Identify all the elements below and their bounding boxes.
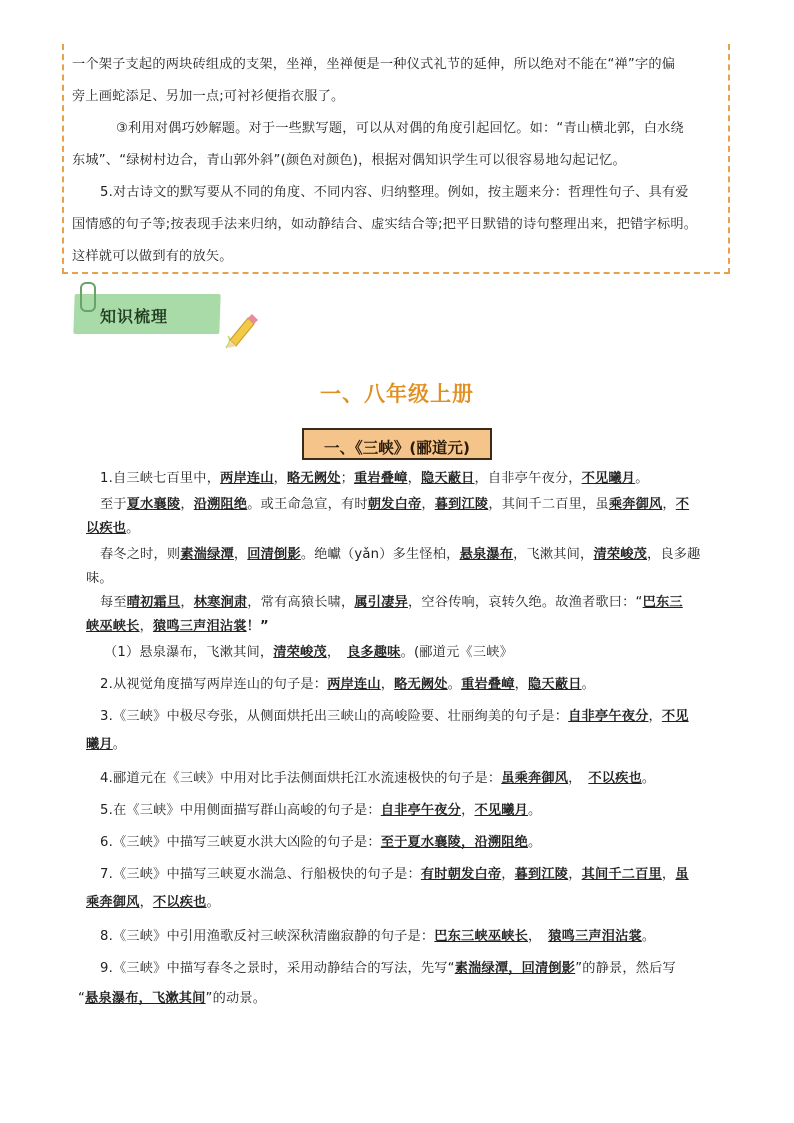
question-9 [100,960,676,978]
text-span: 夏水襄陵 [126,497,181,512]
text-span: 隐天蔽日 [528,677,582,692]
text-span: 4.郦道元在《三峡》中用对比手法侧面烘托江水流速极快的句子是： [100,771,502,786]
text-span: 不见曦月 [474,803,529,818]
text-span: 2.从视觉角度描写两岸连山的句子是： [100,677,328,692]
text-span: ； [340,471,354,486]
text-span: 林寒涧肃 [193,595,248,610]
tips-line-3: ③利用对偶巧妙解题。对于一些默写题，可以从对偶的角度引起回忆。如：“青山横北郭，白水绕 [116,121,684,136]
text-span: 不 [675,497,690,512]
text-span: ，空谷传响，哀转久绝。故渔者歌曰：“ [407,595,643,610]
passage-line-3 [86,520,140,538]
text-span: ， [273,471,288,486]
text-span: 。 [528,835,542,850]
text-span: 不以疾也 [152,895,207,910]
text-span: 两岸连山 [327,677,381,692]
text-span: 沿溯阻绝 [193,497,248,512]
lesson-title: 一、《三峡》(郦道元) [324,439,470,457]
text-span: 每至 [100,595,127,610]
text-span: 属引凄异 [354,595,408,610]
text-span: 。 [447,677,462,692]
paperclip-icon [80,282,96,312]
question-2 [100,676,595,694]
text-span: 至于夏水襄陵，沿溯阻绝 [380,835,528,850]
text-span: 曦月 [86,737,113,752]
passage-line-5: 味。 [86,571,113,586]
text-span: 。 [528,803,542,818]
text-span: ，良多趣 [647,547,701,562]
passage-line-6 [100,594,683,612]
text-span: 重岩叠嶂 [461,677,515,692]
passage-line-7 [86,618,269,636]
text-span: 不见曦月 [581,471,636,486]
question-9-cont [78,990,266,1008]
text-span: 。 [635,471,649,486]
text-span: ，常有高猿长啸， [247,595,355,610]
text-span: ， [461,803,475,818]
text-span: 清荣峻茂 [593,547,648,562]
text-span: 暮到江陵 [514,867,569,882]
passage-line-4 [100,546,701,564]
text-span: 重岩叠嶂 [354,471,408,486]
text-span: 。 [112,737,127,752]
text-span: ， [568,867,582,882]
text-span: 。 [641,929,656,944]
text-span: 猿鸣三声泪沾裳 [548,929,642,944]
text-span: ， [662,497,676,512]
text-span: 1.自三峡七百里中， [100,471,221,486]
tips-line-6: 国情感的句子等;按表现手法来归纳，如动静结合、虚实结合等;把平日默错的诗句整理出来，把错字标明。 [72,217,698,232]
grade-title: 一、八年级上册 [320,382,474,406]
text-span: 虽乘奔御风 [501,771,569,786]
question-3 [100,708,689,726]
question-7-cont [86,894,220,912]
text-span: 3.《三峡》中极尽夸张，从侧面烘托出三峡山的高峻险要、壮丽绚美的句子是： [100,709,569,724]
text-span: 5.在《三峡》中用侧面描写群山高峻的句子是： [100,803,381,818]
text-span: ，其间千二百里，虽 [488,497,609,512]
text-span: 春冬之时，则 [100,547,181,562]
text-span: 乘奔御风 [86,895,140,910]
text-span: 略无阙处 [287,471,341,486]
text-span: ， [233,547,248,562]
passage-line-2 [100,496,689,514]
text-span: 略无阙处 [394,677,448,692]
text-span: 回清倒影 [247,547,301,562]
question-1 [104,644,513,662]
text-span: ， [421,497,435,512]
text-span: 至于 [100,497,127,512]
text-span: 乘奔御风 [608,497,663,512]
text-span: ，自非亭午夜分， [474,471,582,486]
text-span: 隐天蔽日 [420,471,475,486]
text-span: 清荣峻茂 [273,645,327,660]
text-span: 。(郦道元《三峡》 [400,645,514,660]
text-span: ， [648,709,662,724]
text-span: 。 [126,521,140,536]
text-span: 晴初霜旦 [126,595,181,610]
text-span: 自非亭午夜分 [380,803,462,818]
text-span: 暮到江陵 [434,497,489,512]
text-span: ， [139,619,153,634]
question-6 [100,834,541,852]
text-span: ，飞漱其间， [513,547,594,562]
text-span: 巴东三峡巫峡长 [434,929,528,944]
tips-line-4: 东城”、“绿树村边合，青山郭外斜”(颜色对颜色)，根据对偶知识学生可以很容易地勾起记忆。 [72,153,626,168]
text-span: 其间千二百里 [581,867,662,882]
tips-box [62,44,730,274]
text-span: 良多趣味 [347,645,401,660]
text-span: 不见 [661,709,689,724]
text-span: ， [528,929,549,944]
text-span: ， [180,497,194,512]
text-span: （1）悬泉瀑布，飞漱其间， [104,645,274,660]
text-span: 8.《三峡》中引用渔歌反衬三峡深秋清幽寂静的句子是： [100,929,435,944]
text-span: 朝发白帝 [367,497,422,512]
banner-title: 知识梳理 [100,307,169,326]
question-4 [100,770,655,788]
question-3-cont [86,736,126,754]
text-span: 以疾也 [86,521,127,536]
section-banner [74,290,222,336]
text-span: 。 [206,895,220,910]
tips-line-1: 一个架子支起的两块砖组成的支架，坐禅，坐禅便是一种仪式礼节的延伸，所以绝对不能在“禅”字的偏 [72,57,676,72]
tips-line-2: 旁上画蛇添足、另加一点;可衬衫便指衣服了。 [72,89,345,104]
text-span: ”的静景，然后写 [575,961,676,976]
tips-line-7: 这样就可以做到有的放矢。 [72,249,233,264]
text-span: ， [568,771,589,786]
text-span: 9.《三峡》中描写春冬之景时，采用动静结合的写法，先写“ [100,961,455,976]
passage-line-1 [100,470,649,488]
text-span: ！” [246,619,269,634]
text-span: ， [380,677,395,692]
text-span: 悬泉瀑布 [459,547,514,562]
text-span: ， [407,471,421,486]
pencil-icon [222,310,258,350]
question-5 [100,802,541,820]
lesson-title-box [302,428,492,460]
text-span: 有时朝发白帝 [420,867,502,882]
text-span: 峡巫峡长 [86,619,140,634]
text-span: ， [501,867,515,882]
text-span: 素湍绿潭 [180,547,234,562]
text-span: 6.《三峡》中描写三峡夏水洪大凶险的句子是： [100,835,381,850]
text-span: 自非亭午夜分 [568,709,649,724]
text-span: ， [139,895,153,910]
text-span: ， [326,645,347,660]
text-span: 两岸连山 [220,471,274,486]
question-8 [100,928,655,946]
text-span: 不以疾也 [588,771,642,786]
text-span: 悬泉瀑布，飞漱其间 [85,991,206,1006]
text-span: ， [180,595,194,610]
text-span: ”的动景。 [205,991,267,1006]
text-span: 。或王命急宣，有时 [247,497,368,512]
text-span: ， [514,677,529,692]
question-7 [100,866,689,884]
text-span: ， [661,867,676,882]
text-span: 。 [581,677,595,692]
text-span: 。 [641,771,656,786]
text-span: “ [78,991,86,1006]
text-span: 7.《三峡》中描写三峡夏水湍急、行船极快的句子是： [100,867,421,882]
text-span: 素湍绿潭，回清倒影 [454,961,576,976]
text-span: 猿鸣三声泪沾裳 [152,619,247,634]
text-span: 巴东三 [642,595,683,610]
tips-line-5: 5.对古诗文的默写要从不同的角度、不同内容、归纳整理。例如，按主题来分：哲理性句子、具有爱 [100,185,689,200]
text-span: 。绝巘（yǎn）多生怪柏， [300,547,460,562]
text-span: 虽 [675,867,689,882]
